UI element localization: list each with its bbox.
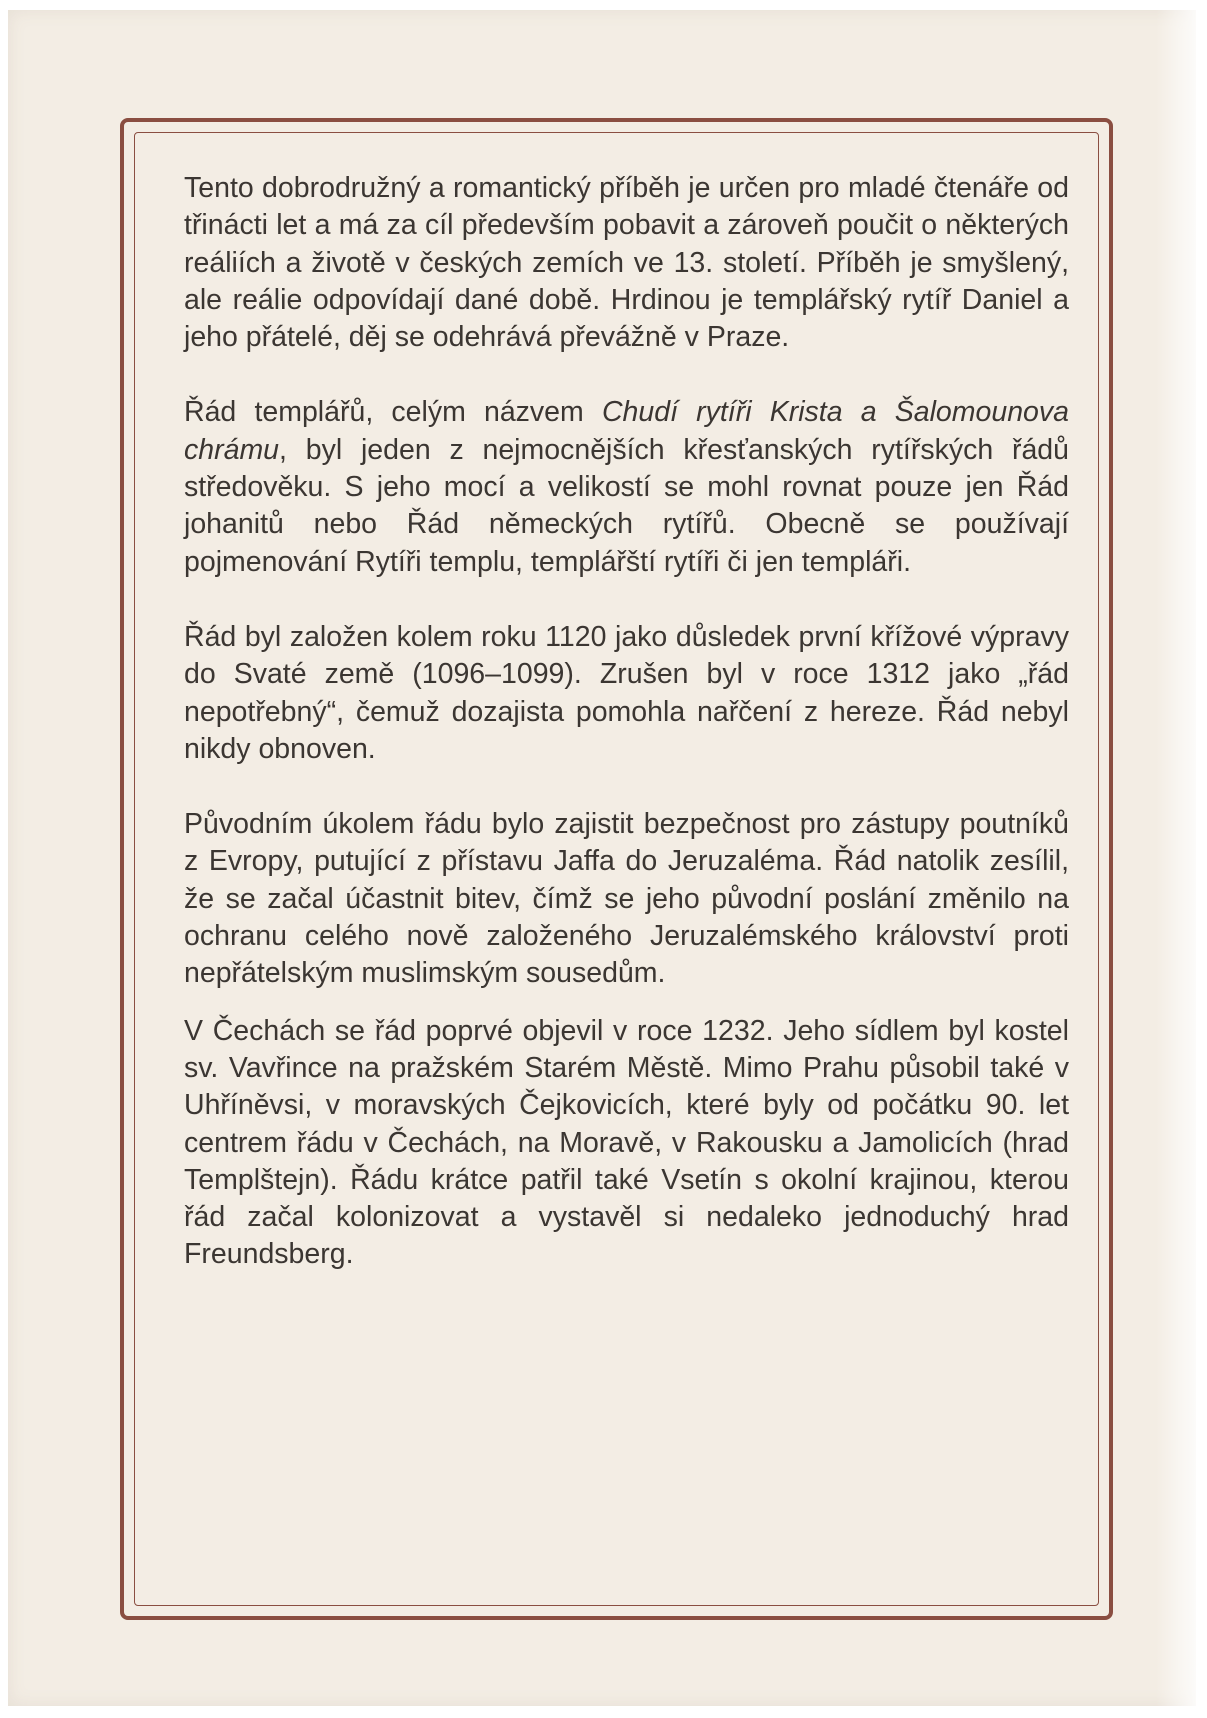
paragraph-2-text-a: Řád templářů, celým názvem [184, 396, 602, 429]
paragraph-1 [184, 170, 1069, 356]
paragraph-2 [184, 394, 1069, 580]
paragraph-4-text: Původním úkolem řádu bylo zajistit bezpečnost pro zástupy poutníků z Evropy, putující z přístavu Jaffa do Jeruzaléma. Řád natolik zesílil, že se začal účastnit bitev, čímž se jeho původní poslání změnilo na ochranu celého nově založeného Jeruzalémského království proti nepřátelským muslimským sousedům. [184, 808, 1069, 990]
paragraph-5-text: V Čechách se řád poprvé objevil v roce 1232. Jeho sídlem byl kostel sv. Vavřince na pražském Starém Městě. Mimo Prahu působil také v Uhříněvsi, v moravských Čejkovicích, které byly od počátku 90. let centrem řádu v Čechách, na Moravě, v Rakousku a Jamolicích (hrad Templštejn). Řádu krátce patřil také Vsetín s okolní krajinou, kterou řád začal kolonizovat a vystavěl si nedaleko jednoduchý hrad Freundsberg. [184, 1014, 1069, 1271]
order-full-name-italic: Chudí rytíři Krista a Šalomounova chrámu [184, 396, 1069, 466]
paragraph-2-text-b: , byl jeden z nejmocnějších křesťanských rytířských řádů středověku. S jeho mocí a velikostí se mohl rovnat pouze jen Řád johanitů nebo Řád německých rytířů. Obecně se používají pojmenování Rytíři templu, templářští rytíři či jen templáři. [184, 433, 1069, 578]
paragraph-5 [184, 1013, 1069, 1274]
paragraph-1-text: Tento dobrodružný a romantický příběh je určen pro mladé čtenáře od třinácti let a má za cíl především pobavit a zároveň poučit o některých reáliích a životě v českých zemích ve 13. století. Příběh je smyšlený, ale reálie odpovídají dané době. Hrdinou je templářský rytíř Daniel a jeho přátelé, děj se odehrává převážně v Praze. [184, 172, 1069, 354]
paragraph-4 [184, 806, 1069, 992]
paragraph-3 [184, 619, 1069, 768]
paragraph-3-text: Řád byl založen kolem roku 1120 jako důsledek první křížové výpravy do Svaté země (1096–1099). Zrušen byl v roce 1312 jako „řád nepotřebný“, čemuž dozajista pomohla nařčení z hereze. Řád nebyl nikdy obnoven. [184, 620, 1069, 765]
blurb-text [184, 170, 1069, 1312]
